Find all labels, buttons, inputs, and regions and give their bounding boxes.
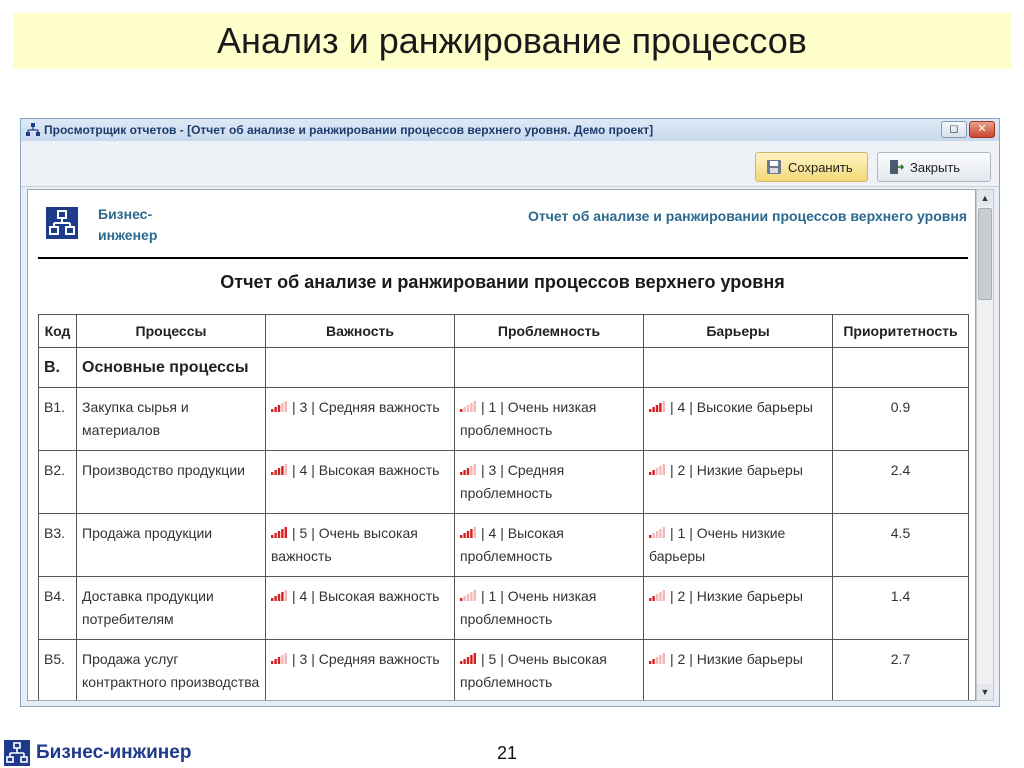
slide-title-bar: [13, 13, 1011, 69]
report-document: [27, 189, 976, 701]
problem-text: | 5 | Очень высокая проблемность: [460, 651, 607, 690]
barriers-text: | 2 | Низкие барьеры: [670, 651, 803, 667]
exit-door-icon: [888, 159, 904, 175]
table-row: [39, 640, 969, 702]
save-icon: [766, 159, 782, 175]
signal-bars-icon: [649, 653, 666, 664]
org-chart-icon: [25, 122, 41, 138]
company-logo-icon: [46, 207, 78, 239]
window-titlebar[interactable]: [21, 119, 999, 141]
importance-text: | 3 | Средняя важность: [292, 651, 440, 667]
company-name: Бизнес-инженер: [98, 206, 158, 243]
signal-bars-icon: [271, 590, 288, 601]
signal-bars-icon: [271, 653, 288, 664]
row-importance: [266, 640, 455, 702]
barriers-text: | 2 | Низкие барьеры: [670, 462, 803, 478]
signal-bars-icon: [649, 401, 666, 412]
save-button[interactable]: [755, 152, 868, 182]
signal-bars-icon: [460, 527, 477, 538]
signal-bars-icon: [460, 464, 477, 475]
row-problem: [455, 640, 644, 702]
row-priority: 4.5: [833, 514, 969, 577]
signal-bars-icon: [460, 653, 477, 664]
signal-bars-icon: [649, 527, 666, 538]
column-header: Важность: [266, 315, 455, 348]
row-process: Производство продукции: [77, 451, 266, 514]
row-barriers: [644, 640, 833, 702]
scroll-down-arrow-icon[interactable]: ▼: [977, 684, 993, 700]
close-button-label: Закрыть: [910, 159, 961, 175]
row-importance: [266, 577, 455, 640]
problem-text: | 4 | Высокая проблемность: [460, 525, 564, 564]
process-table: [38, 314, 969, 701]
section-row: [39, 348, 969, 388]
row-importance: [266, 514, 455, 577]
save-button-label: Сохранить: [788, 159, 853, 175]
row-code: B2.: [39, 451, 77, 514]
importance-text: | 4 | Высокая важность: [292, 588, 440, 604]
header-divider: [38, 257, 968, 259]
row-code: B1.: [39, 388, 77, 451]
close-button[interactable]: [877, 152, 991, 182]
table-row: [39, 577, 969, 640]
footer-brand: Бизнес-инжинер: [36, 742, 192, 763]
slide-title: Анализ и ранжирование процессов: [217, 20, 807, 61]
scroll-up-arrow-icon[interactable]: ▲: [977, 190, 993, 206]
row-barriers: [644, 388, 833, 451]
header-report-name: Отчет об анализе и ранжировании процессов верхнего уровня: [528, 208, 967, 224]
column-header: Процессы: [77, 315, 266, 348]
row-code: B5.: [39, 640, 77, 702]
column-header: Приоритетность: [833, 315, 969, 348]
footer-logo-icon: [4, 740, 30, 766]
problem-text: | 1 | Очень низкая проблемность: [460, 588, 597, 627]
row-priority: 1.4: [833, 577, 969, 640]
vertical-scrollbar[interactable]: [976, 189, 994, 701]
row-process: Продажа продукции: [77, 514, 266, 577]
report-header: [42, 202, 967, 252]
row-priority: 2.4: [833, 451, 969, 514]
signal-bars-icon: [649, 590, 666, 601]
row-process: Продажа услуг контрактного производства: [77, 640, 266, 702]
barriers-text: | 1 | Очень низкие барьеры: [649, 525, 786, 564]
signal-bars-icon: [271, 527, 288, 538]
row-process: Закупка сырья и материалов: [77, 388, 266, 451]
row-code: B4.: [39, 577, 77, 640]
table-row: [39, 388, 969, 451]
signal-bars-icon: [271, 464, 288, 475]
row-process: Доставка продукции потребителям: [77, 577, 266, 640]
window-title: Просмотрщик отчетов - [Отчет об анализе и ранжировании процессов верхнего уровня. Демо проект]: [44, 123, 654, 137]
importance-text: | 3 | Средняя важность: [292, 399, 440, 415]
toolbar: [21, 141, 999, 187]
scroll-thumb[interactable]: [978, 208, 992, 300]
window-close-button[interactable]: ✕: [969, 121, 995, 138]
column-header: Барьеры: [644, 315, 833, 348]
restore-button[interactable]: ◻: [941, 121, 967, 138]
row-problem: [455, 577, 644, 640]
section-code: B.: [39, 348, 77, 388]
signal-bars-icon: [649, 464, 666, 475]
table-row: [39, 514, 969, 577]
column-header: Код: [39, 315, 77, 348]
row-problem: [455, 388, 644, 451]
row-problem: [455, 451, 644, 514]
window-controls: [941, 121, 995, 138]
signal-bars-icon: [460, 590, 477, 601]
row-barriers: [644, 577, 833, 640]
problem-text: | 1 | Очень низкая проблемность: [460, 399, 597, 438]
row-priority: 2.7: [833, 640, 969, 702]
signal-bars-icon: [460, 401, 477, 412]
problem-text: | 3 | Средняя проблемность: [460, 462, 565, 501]
signal-bars-icon: [271, 401, 288, 412]
row-barriers: [644, 451, 833, 514]
importance-text: | 5 | Очень высокая важность: [271, 525, 418, 564]
table-row: [39, 451, 969, 514]
barriers-text: | 4 | Высокие барьеры: [670, 399, 813, 415]
row-code: B3.: [39, 514, 77, 577]
report-title: Отчет об анализе и ранжировании процессов верхнего уровня: [220, 272, 785, 292]
report-viewer-window: [20, 118, 1000, 707]
section-name: Основные процессы: [77, 348, 266, 388]
column-header: Проблемность: [455, 315, 644, 348]
row-importance: [266, 451, 455, 514]
table-header-row: [39, 315, 969, 348]
barriers-text: | 2 | Низкие барьеры: [670, 588, 803, 604]
page-number: 21: [497, 743, 518, 763]
row-importance: [266, 388, 455, 451]
importance-text: | 4 | Высокая важность: [292, 462, 440, 478]
row-barriers: [644, 514, 833, 577]
row-priority: 0.9: [833, 388, 969, 451]
row-problem: [455, 514, 644, 577]
